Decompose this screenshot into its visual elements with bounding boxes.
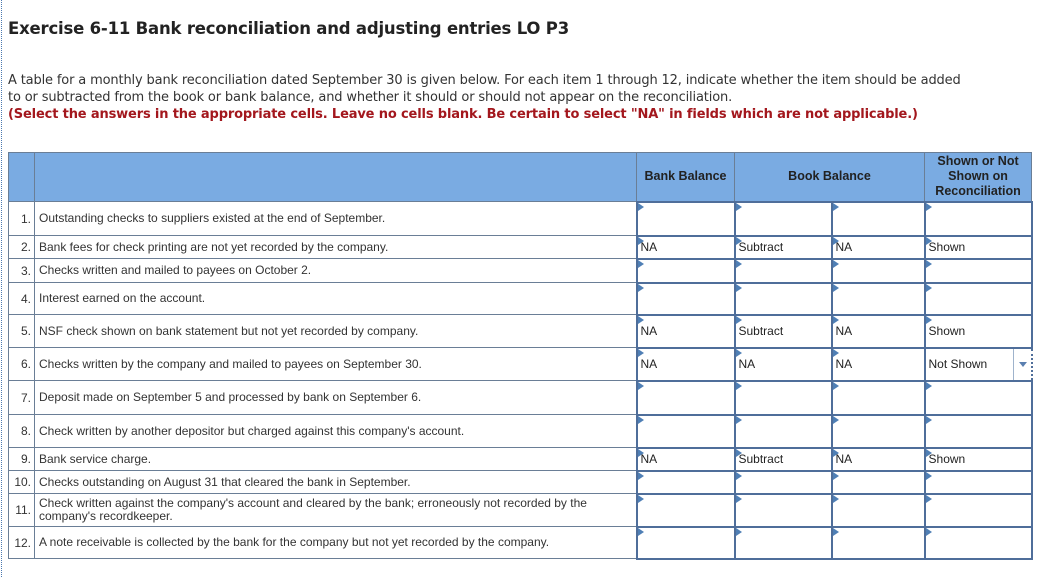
bank-balance-select[interactable]	[637, 527, 735, 559]
header-row	[9, 153, 1032, 202]
bank-balance-select[interactable]	[637, 315, 735, 348]
book-balance-action-select[interactable]	[735, 259, 832, 283]
bank-balance-select[interactable]	[637, 236, 735, 259]
shown-select-value: Shown	[928, 324, 966, 338]
book-balance-action-select-value: Subtract	[738, 451, 784, 466]
row-number: 11.	[9, 494, 35, 527]
frame-edge	[1, 0, 2, 577]
row-number: 4.	[9, 283, 35, 315]
shown-select[interactable]	[925, 448, 1032, 471]
bank-balance-select[interactable]	[637, 471, 735, 494]
bank-balance-select[interactable]	[637, 202, 735, 236]
bank-balance-select[interactable]	[637, 259, 735, 283]
book-balance-select-value: NA	[835, 239, 853, 254]
book-balance-select[interactable]	[832, 448, 925, 471]
bank-balance-select[interactable]	[637, 494, 735, 527]
table-row	[9, 202, 1032, 236]
book-balance-action-select[interactable]	[735, 494, 832, 527]
row-number: 10.	[9, 471, 35, 494]
bank-balance-select[interactable]	[637, 381, 735, 415]
row-description: Checks written and mailed to payees on October 2.	[35, 259, 637, 283]
book-balance-action-select[interactable]	[735, 348, 832, 381]
book-balance-select[interactable]	[832, 315, 925, 348]
shown-select[interactable]	[925, 283, 1032, 315]
row-description: Bank service charge.	[35, 448, 637, 471]
shown-select[interactable]	[925, 259, 1032, 283]
shown-select-value: Shown	[928, 451, 966, 466]
book-balance-action-select[interactable]	[735, 236, 832, 259]
book-balance-select[interactable]	[832, 236, 925, 259]
row-number: 3.	[9, 259, 35, 283]
table-row	[9, 315, 1032, 348]
table-row	[9, 415, 1032, 448]
row-description: Check written by another depositor but charged against this company's account.	[35, 415, 637, 448]
row-number: 9.	[9, 448, 35, 471]
shown-select-value: Shown	[928, 239, 966, 254]
bank-balance-select[interactable]	[637, 283, 735, 315]
row-number: 2.	[9, 236, 35, 259]
instructions-note: (Select the answers in the appropriate cells. Leave no cells blank. Be certain to select "NA" in fields which are not applicable.)	[8, 107, 918, 122]
book-balance-select[interactable]	[832, 471, 925, 494]
header-desc	[35, 153, 637, 202]
page-title: Exercise 6-11 Bank reconciliation and adjusting entries LO P3	[8, 19, 569, 38]
book-balance-action-select[interactable]	[735, 415, 832, 448]
book-balance-action-select[interactable]	[735, 315, 832, 348]
row-description: Deposit made on September 5 and processed by bank on September 6.	[35, 381, 637, 415]
bank-balance-select-value: NA	[640, 451, 658, 466]
table-row	[9, 494, 1032, 527]
table-row	[9, 471, 1032, 494]
book-balance-select-value: NA	[835, 357, 853, 371]
book-balance-select[interactable]	[832, 348, 925, 381]
book-balance-select[interactable]	[832, 381, 925, 415]
row-description: Checks written by the company and mailed to payees on September 30.	[35, 348, 637, 381]
header-num	[9, 153, 35, 202]
shown-select-value: Not Shown	[928, 357, 988, 371]
table-row	[9, 527, 1032, 559]
book-balance-action-select[interactable]	[735, 448, 832, 471]
shown-select[interactable]	[925, 415, 1032, 448]
book-balance-select[interactable]	[832, 494, 925, 527]
shown-select[interactable]	[925, 527, 1032, 559]
shown-select[interactable]	[925, 494, 1032, 527]
book-balance-select-value: NA	[835, 324, 853, 338]
bank-balance-select-value: NA	[640, 357, 658, 371]
row-number: 12.	[9, 527, 35, 559]
bank-balance-select[interactable]	[637, 348, 735, 381]
table-row	[9, 259, 1032, 283]
book-balance-select-value: NA	[835, 451, 853, 466]
row-number: 8.	[9, 415, 35, 448]
row-number: 6.	[9, 348, 35, 381]
row-description: Check written against the company's account and cleared by the bank; erroneously not recorded by the company's recordkeeper.	[35, 494, 637, 527]
table-row	[9, 236, 1032, 259]
book-balance-action-select[interactable]	[735, 471, 832, 494]
book-balance-action-select[interactable]	[735, 527, 832, 559]
shown-select[interactable]	[925, 236, 1032, 259]
book-balance-select[interactable]	[832, 283, 925, 315]
bank-balance-select[interactable]	[637, 448, 735, 471]
row-description: Checks outstanding on August 31 that cleared the bank in September.	[35, 471, 637, 494]
table-row	[9, 448, 1032, 471]
shown-select[interactable]	[925, 348, 1032, 381]
book-balance-action-select-value: Subtract	[738, 324, 784, 338]
row-number: 7.	[9, 381, 35, 415]
shown-select[interactable]	[925, 381, 1032, 415]
shown-select[interactable]	[925, 471, 1032, 494]
row-description: NSF check shown on bank statement but not yet recorded by company.	[35, 315, 637, 348]
book-balance-action-select-value: Subtract	[738, 239, 784, 254]
book-balance-select[interactable]	[832, 259, 925, 283]
bank-balance-select-value: NA	[640, 239, 658, 254]
instructions	[8, 72, 968, 123]
row-description: A note receivable is collected by the bank for the company but not yet recorded by the company.	[35, 527, 637, 559]
book-balance-action-select-value: NA	[738, 357, 756, 371]
book-balance-action-select[interactable]	[735, 202, 832, 236]
table-row	[9, 283, 1032, 315]
row-number: 5.	[9, 315, 35, 348]
header-shown: Shown or Not Shown on Reconciliation	[925, 153, 1032, 202]
table-row	[9, 381, 1032, 415]
shown-select[interactable]	[925, 202, 1032, 236]
header-bank-balance: Bank Balance	[637, 153, 735, 202]
row-description: Bank fees for check printing are not yet recorded by the company.	[35, 236, 637, 259]
header-book-balance: Book Balance	[735, 153, 925, 202]
row-description: Outstanding checks to suppliers existed at the end of September.	[35, 202, 637, 236]
book-balance-select[interactable]	[832, 415, 925, 448]
instructions-text: A table for a monthly bank reconciliation dated September 30 is given below. For each item 1 through 12, indicate whether the item should be added to or subtracted from the book or bank balance, and whether it should or should not appear on the reconciliation.	[8, 73, 961, 105]
row-number: 1.	[9, 202, 35, 236]
book-balance-select[interactable]	[832, 527, 925, 559]
chevron-down-icon[interactable]	[1013, 349, 1031, 380]
table-row	[9, 348, 1032, 381]
row-description: Interest earned on the account.	[35, 283, 637, 315]
book-balance-action-select[interactable]	[735, 381, 832, 415]
shown-select[interactable]	[925, 315, 1032, 348]
reconciliation-table	[8, 152, 1033, 560]
book-balance-action-select[interactable]	[735, 283, 832, 315]
bank-balance-select[interactable]	[637, 415, 735, 448]
book-balance-select[interactable]	[832, 202, 925, 236]
bank-balance-select-value: NA	[640, 324, 658, 338]
